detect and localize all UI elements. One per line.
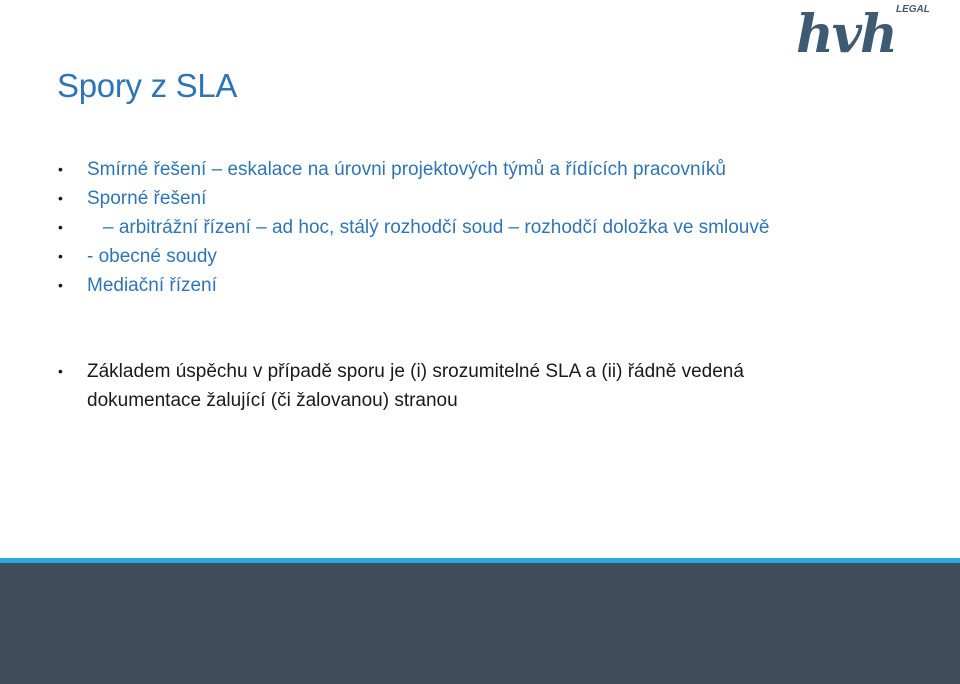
bullet-dot-icon: • [58,190,63,206]
bullet-dot-icon: • [58,363,63,379]
bullet-text-line: dokumentace žalující (či žalovanou) stranou [87,390,458,411]
hvh-logo-icon [796,2,936,62]
bullet-text: Mediační řízení [87,275,217,296]
bullet-text: Smírné řešení – eskalace na úrovni projektových týmů a řídících pracovníků [87,159,726,180]
bullet-dot-icon: • [58,219,63,235]
bullet-text-line: Základem úspěchu v případě sporu je (i) srozumitelné SLA a (ii) řádně vedená [87,361,744,382]
logo-mark: hvh [796,4,896,62]
bullet-dot-icon: • [58,161,63,177]
bullet-text [87,357,744,415]
hvh-legal-logo [796,2,936,62]
bullet-text: - obecné soudy [87,246,217,267]
bullet-text: – arbitrážní řízení – ad hoc, stálý rozhodčí soud – rozhodčí doložka ve smlouvě [103,217,770,238]
logo-tag: LEGAL [896,4,930,15]
footer-bar [0,563,960,684]
bullet-dot-icon: • [58,277,63,293]
bullet-dot-icon: • [58,248,63,264]
page-title: Spory z SLA [57,67,238,104]
bullet-text: Sporné řešení [87,188,207,209]
